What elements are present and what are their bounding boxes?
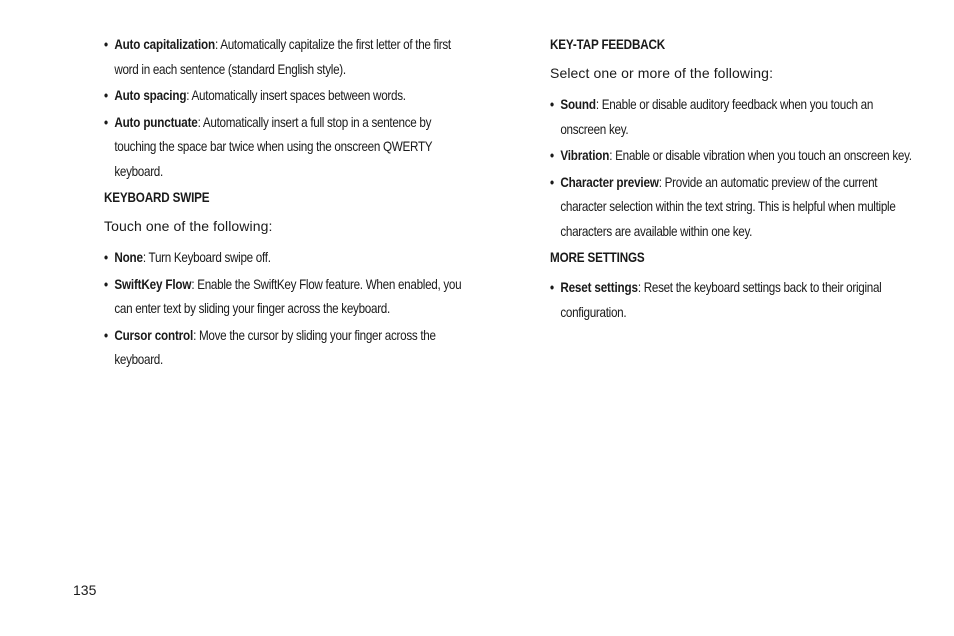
section-heading-more-settings: MORE SETTINGS (550, 250, 645, 265)
term-vibration: Vibration (560, 148, 610, 163)
bullet-dot: • (550, 280, 554, 295)
list-item-text (114, 246, 464, 271)
term-none: None (114, 250, 143, 265)
list-item-text (560, 276, 912, 325)
list-item-text (114, 273, 464, 322)
term-description: : Automatically insert spaces between words. (186, 88, 406, 103)
list-item (104, 33, 464, 82)
term-reset-settings: Reset settings (560, 280, 638, 295)
left-column (104, 33, 464, 375)
term-description: : Reset the keyboard settings back to their original configuration. (560, 280, 882, 320)
term-description: : Provide an automatic preview of the current character selection within the text string. This is helpful when multiple characters are available within one key. (560, 174, 896, 239)
section-heading-keyboard-swipe: KEYBOARD SWIPE (104, 190, 210, 205)
list-item-text (114, 84, 464, 109)
more-settings-list (550, 276, 912, 325)
list-item (104, 273, 464, 322)
list-item-text (114, 111, 464, 185)
term-character-preview: Character preview (560, 174, 659, 190)
section-intro: Touch one of the following: (104, 218, 273, 234)
term-description: : Automatically capitalize the first letter of the first word in each sentence (standard English style). (114, 37, 451, 77)
bullet-dot: • (104, 88, 108, 103)
keyboard-swipe-list (104, 246, 464, 373)
section-heading-key-tap-feedback: KEY-TAP FEEDBACK (550, 37, 666, 52)
bullet-dot: • (104, 114, 108, 130)
top-bullet-list (104, 33, 464, 184)
term-cursor-control: Cursor control (114, 327, 194, 343)
list-item (104, 84, 464, 109)
term-description: : Move the cursor by sliding your finger across the keyboard. (114, 327, 436, 367)
bullet-dot: • (550, 148, 554, 163)
bullet-dot: • (550, 174, 554, 190)
bullet-dot: • (104, 37, 108, 52)
term-description: : Enable the SwiftKey Flow feature. When enabled, you can enter text by sliding your finger across the keyboard. (114, 276, 462, 316)
term-sound: Sound (560, 97, 596, 112)
list-item (104, 111, 464, 185)
term-auto-spacing: Auto spacing (114, 88, 187, 103)
term-auto-capitalization: Auto capitalization (114, 37, 215, 52)
right-column (550, 33, 912, 327)
list-item (550, 171, 912, 245)
list-item-text (560, 171, 912, 245)
list-item (104, 246, 464, 271)
term-description: : Turn Keyboard swipe off. (142, 250, 271, 265)
list-item-text (560, 144, 912, 169)
term-description: : Enable or disable vibration when you touch an onscreen key. (609, 148, 912, 163)
term-description: : Enable or disable auditory feedback when you touch an onscreen key. (560, 97, 874, 137)
list-item-text (560, 93, 912, 142)
key-tap-list (550, 93, 912, 244)
list-item (550, 144, 912, 169)
term-swiftkey-flow: SwiftKey Flow (114, 276, 192, 292)
list-item (550, 93, 912, 142)
bullet-dot: • (104, 327, 108, 343)
term-auto-punctuate: Auto punctuate (114, 114, 198, 130)
bullet-dot: • (104, 250, 108, 265)
list-item-text (114, 33, 464, 82)
bullet-dot: • (104, 276, 108, 292)
list-item-text (114, 324, 464, 373)
term-description: : Automatically insert a full stop in a sentence by touching the space bar twice when using the onscreen QWERTY keyboard. (114, 114, 433, 179)
section-intro: Select one or more of the following: (550, 65, 774, 81)
list-item (104, 324, 464, 373)
list-item (550, 276, 912, 325)
page-number: 135 (73, 582, 97, 598)
bullet-dot: • (550, 97, 554, 112)
